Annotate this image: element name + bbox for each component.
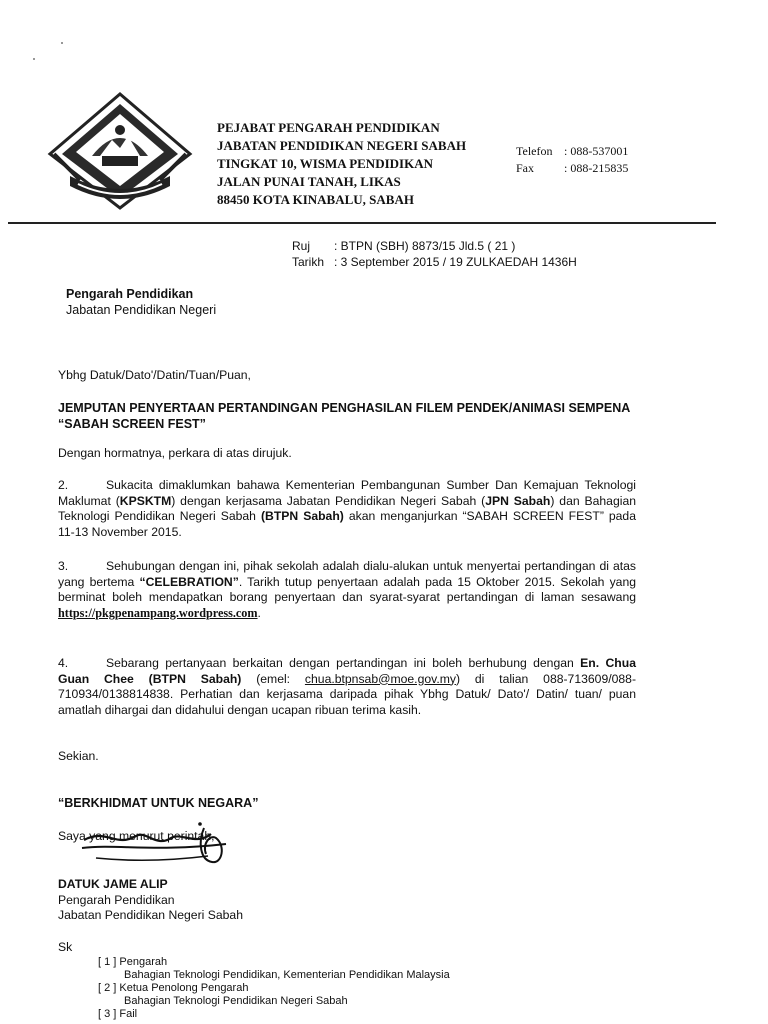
contact-info [516,143,628,177]
paragraph-4 [58,656,636,718]
text-run: Sebarang pertanyaan berkaitan dengan pertandingan ini boleh berhubung dengan [106,656,581,670]
cc-item: [ 3 ] Fail [98,1008,138,1020]
cc-list [98,956,450,1021]
paragraph-2 [58,478,636,540]
signer-org: Jabatan Pendidikan Negeri Sabah [58,908,243,922]
scan-speck [61,42,63,44]
website-link[interactable]: https://pkgpenampang.wordpress.com [58,605,258,620]
letter-subject: JEMPUTAN PENYERTAAN PERTANDINGAN PENGHASILAN FILEM PENDEK/ANIMASI SEMPENA “SABAH SCREEN FEST” [58,401,630,431]
cc-item: [ 1 ] Pengarah [98,956,168,968]
cc-item-detail: Bahagian Teknologi Pendidikan, Kementerian Pendidikan Malaysia [124,969,450,981]
scan-speck [33,58,35,60]
cc-item-detail: Bahagian Teknologi Pendidikan Negeri Sabah [124,995,348,1007]
fax-value: : 088-215835 [564,161,629,175]
ruj-value: : BTPN (SBH) 8873/15 Jld.5 ( 21 ) [334,239,516,253]
recipient-block [66,286,216,318]
closing-line: Sekian. [58,749,99,763]
office-line: 88450 KOTA KINABALU, SABAH [217,192,414,207]
bold-run: En. Chua Guan Chee (BTPN Sabah) [58,656,636,686]
paragraph-number: 2. [58,478,69,492]
signer-name: DATUK JAME ALIP [58,877,168,891]
reference-block [292,238,577,270]
phone-label: Telefon [516,144,553,158]
signer-block [58,877,636,924]
bold-run: “CELEBRATION” [139,574,239,589]
fax-label: Fax [516,161,534,175]
motto: “BERKHIDMAT UNTUK NEGARA” [58,796,259,810]
text-run: akan menganjurkan “SABAH SCREEN FEST” pada 11-13 November 2015. [58,509,636,539]
office-line: JABATAN PENDIDIKAN NEGERI SABAH [217,138,467,153]
text-run: ) dan Bahagian Teknologi Pendidikan Negeri Sabah [58,493,637,523]
signer-title: Pengarah Pendidikan [58,892,175,907]
text-run: (emel: [241,671,305,686]
bold-run: KPSKTM [119,493,172,508]
paragraph-number: 3. [58,559,69,573]
office-line: TINGKAT 10, WISMA PENDIDIKAN [217,156,433,171]
text-run: Sehubungan dengan ini, pihak sekolah adalah dialu-alukan untuk menyertai pertandingan di atas yang bertema [58,559,636,589]
office-line: PEJABAT PENGARAH PENDIDIKAN [217,120,440,135]
email-link[interactable]: chua.btpnsab@moe.gov.my [304,671,456,686]
sign-off-line: Saya yang menurut perintah, [58,829,215,843]
date-label: Tarikh [292,255,325,269]
salutation: Ybhg Datuk/Dato'/Datin/Tuan/Puan, [58,368,251,382]
handwritten-signature [76,818,236,874]
bold-run: JPN Sabah [485,493,551,508]
paragraph-number: 4. [58,656,69,670]
ruj-label: Ruj [292,239,311,253]
text-run: ) di talian 088-713609/088-710934/0138814838. Perhatian dan kerjasama daripada pihak Ybhg Datuk/ Dato'/ Datin/ tuan/ puan amatlah dihargai dan didahului dengan ucapan ribuan terima kasih. [58,671,637,717]
text-run: . [257,605,261,620]
office-line: JALAN PUNAI TANAH, LIKAS [217,174,401,189]
text-run: . Tarikh tutup penyertaan adalah pada 15 Oktober 2015. Sekolah yang berminat boleh mendapatkan borang penyertaan dan syarat-syarat pertandingan di laman sesawang [58,574,636,604]
date-value: : 3 September 2015 / 19 ZULKAEDAH 1436H [334,255,577,269]
phone-value: : 088-537001 [564,144,629,158]
jpn-sabah-crest-logo [40,90,200,215]
cc-label: Sk [58,940,73,954]
text-run: Sukacita dimaklumkan bahawa Kementerian Pembangunan Sumber Dan Kemajuan Teknologi Maklumat ( [58,478,636,508]
recipient-title: Pengarah Pendidikan [66,287,194,301]
letterhead-divider [8,222,716,224]
text-run: ) dengan kerjasama Jabatan Pendidikan Negeri Sabah ( [171,493,486,508]
office-address [217,119,466,209]
cc-item: [ 2 ] Ketua Penolong Pengarah [98,982,249,994]
bold-run: (BTPN Sabah) [260,509,344,523]
paragraph-3 [58,559,636,621]
opening-line: Dengan hormatnya, perkara di atas dirujuk. [58,446,292,460]
recipient-org: Jabatan Pendidikan Negeri [66,303,217,317]
